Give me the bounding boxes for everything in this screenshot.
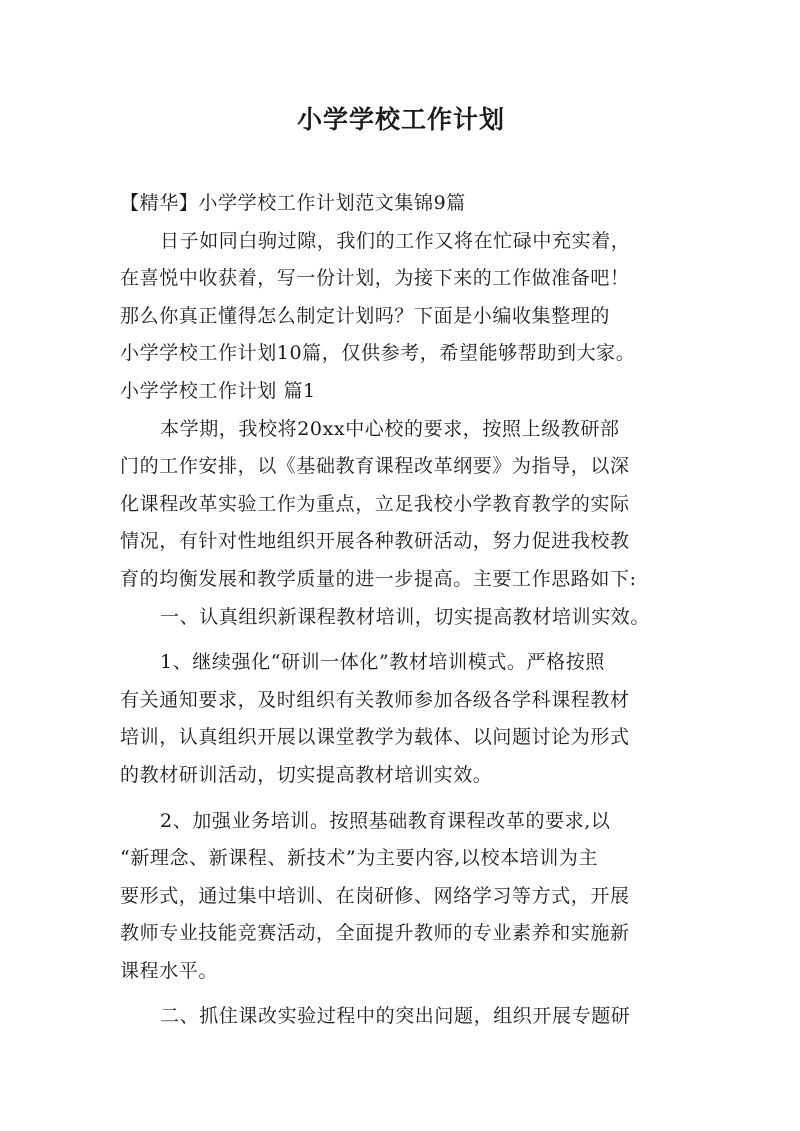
document-line: 一、认真组织新课程教材培训，切实提高教材培训实效。 <box>160 605 651 628</box>
document-line: 日子如同白驹过隙，我们的工作又将在忙碌中充实着， <box>160 229 631 252</box>
document-line: 那么你真正懂得怎么制定计划吗？下面是小编收集整理的 <box>120 304 611 327</box>
document-line: 本学期，我校将20xx中心校的要求，按照上级教研部 <box>160 417 620 440</box>
document-line: 小学学校工作计划 篇1 <box>120 379 316 402</box>
document-line: 教师专业技能竞赛活动，全面提升教师的专业素养和实施新 <box>120 922 630 945</box>
document-line: 【精华】小学学校工作计划范文集锦9篇 <box>120 192 466 214</box>
document-title: 小学学校工作计划 <box>296 105 505 134</box>
document-line: 小学学校工作计划10篇，仅供参考，希望能够帮助到大家。 <box>120 342 636 365</box>
document-line: 有关通知要求，及时组织有关教师参加各级各学科课程教材 <box>120 688 630 711</box>
document-line: 门的工作安排，以《基础教育课程改革纲要》为指导，以深 <box>120 455 630 478</box>
document-line: 培训，认真组织开展以课堂教学为载体、以问题讨论为形式 <box>120 726 630 749</box>
document-line: 要形式，通过集中培训、在岗研修、网络学习等方式，开展 <box>120 884 630 907</box>
document-line: 2、加强业务培训。按照基础教育课程改革的要求,以 <box>160 809 611 832</box>
document-line: 情况，有针对性地组织开展各种教研活动，努力促进我校教 <box>120 530 630 553</box>
document-line: 育的均衡发展和教学质量的进一步提高。主要工作思路如下: <box>120 567 637 590</box>
document-line: 课程水平。 <box>120 959 219 982</box>
document-line: 的教材研训活动，切实提高教材培训实效。 <box>120 763 493 786</box>
document-body <box>120 185 682 1036</box>
document-line: 二、抓住课改实验过程中的突出问题，组织开展专题研 <box>160 1005 631 1028</box>
document-line: 在喜悦中收获着，写一份计划，为接下来的工作做准备吧！ <box>120 267 630 290</box>
document-line: 化课程改革实验工作为重点，立足我校小学教育教学的实际 <box>120 492 630 515</box>
document-line: “新理念、新课程、新技术”为主要内容,以校本培训为主 <box>120 847 599 870</box>
document-line: 1、继续强化“研训一体化”教材培训模式。严格按照 <box>160 651 605 674</box>
